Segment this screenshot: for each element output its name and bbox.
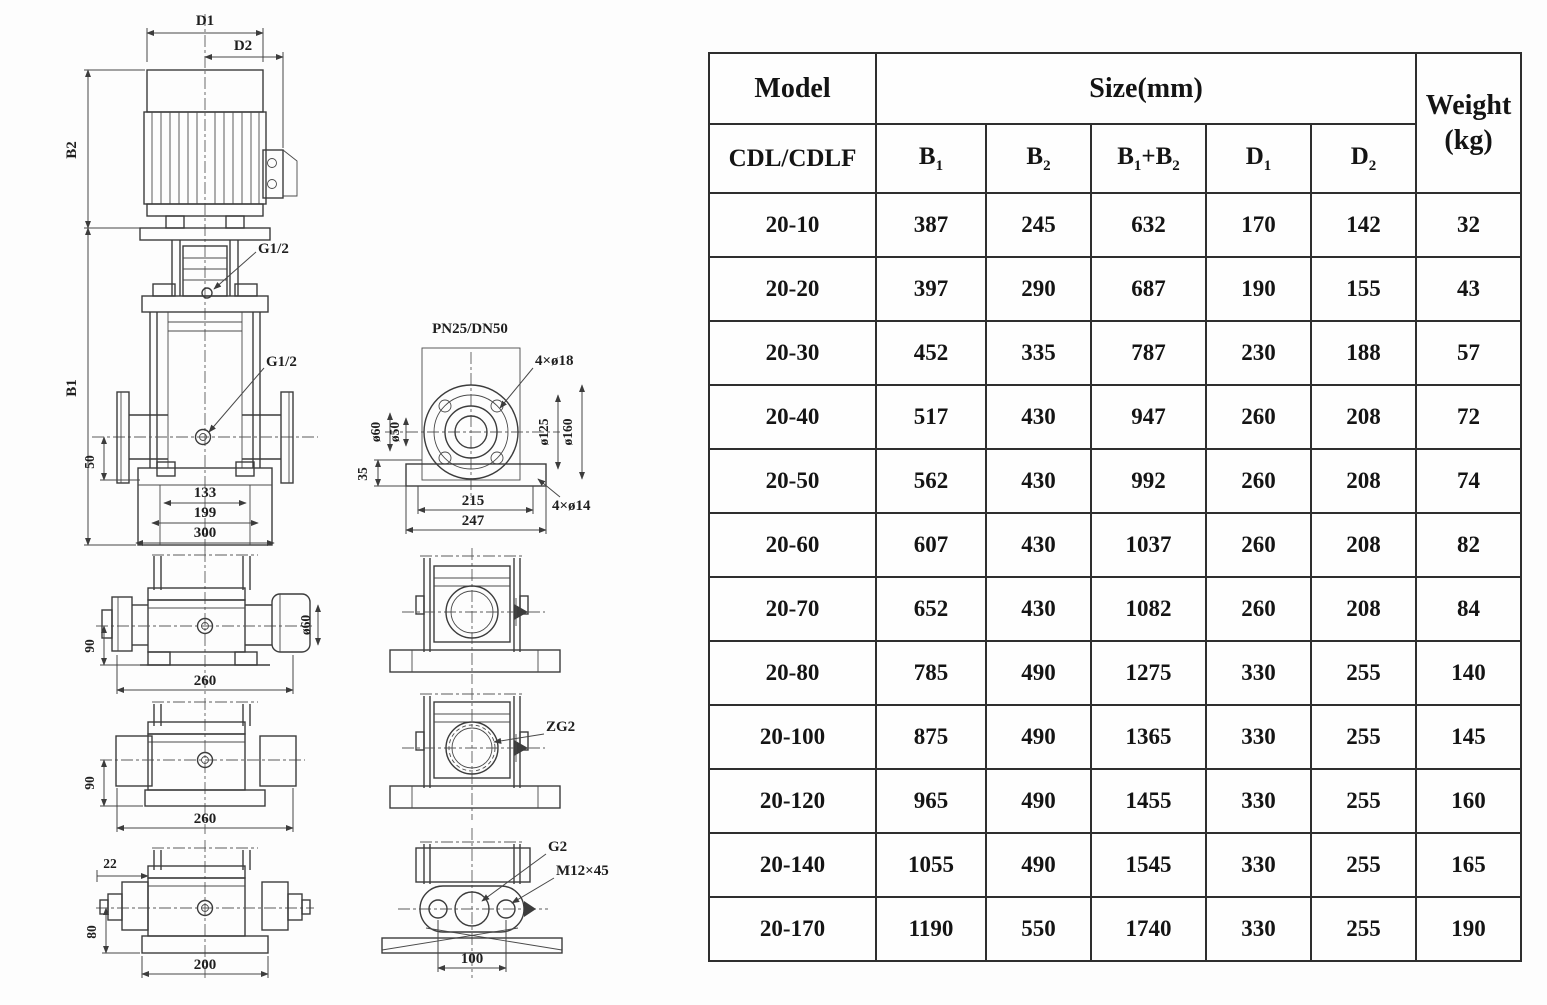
dim-dia60-port: ø60 bbox=[298, 614, 313, 636]
front-view bbox=[64, 13, 318, 560]
table-cell-b1: 387 bbox=[876, 193, 986, 257]
dim-90-a: 90 bbox=[82, 639, 97, 653]
table-cell-d2: 255 bbox=[1311, 641, 1416, 705]
size-col-row bbox=[709, 124, 1521, 193]
dim-133: 133 bbox=[193, 485, 217, 501]
table-cell-b1: 1055 bbox=[876, 833, 986, 897]
dim-215: 215 bbox=[461, 493, 485, 509]
table-cell-b1b2: 1365 bbox=[1091, 705, 1206, 769]
table-row bbox=[709, 193, 1521, 257]
header-weight-line2: (kg) bbox=[1444, 125, 1493, 156]
table-cell-weight: 190 bbox=[1416, 897, 1521, 961]
table-cell-model: 20-60 bbox=[709, 513, 876, 577]
dim-d2: D2 bbox=[233, 38, 253, 54]
table-cell-weight: 140 bbox=[1416, 641, 1521, 705]
table-cell-weight: 32 bbox=[1416, 193, 1521, 257]
header-series: CDL/CDLF bbox=[709, 124, 876, 193]
header-weight-line1: Weight bbox=[1425, 90, 1512, 121]
table-cell-d2: 208 bbox=[1311, 385, 1416, 449]
dim-200: 200 bbox=[193, 957, 217, 973]
table-cell-b1: 785 bbox=[876, 641, 986, 705]
table-cell-d1: 170 bbox=[1206, 193, 1311, 257]
g2-port-label: G2 bbox=[548, 839, 568, 855]
terminal-box bbox=[263, 150, 297, 198]
table-row bbox=[709, 257, 1521, 321]
table-cell-d1: 260 bbox=[1206, 449, 1311, 513]
dim-260-a: 260 bbox=[193, 673, 217, 689]
table-cell-model: 20-100 bbox=[709, 705, 876, 769]
table-cell-d2: 208 bbox=[1311, 577, 1416, 641]
table-cell-b1: 1190 bbox=[876, 897, 986, 961]
header-weight bbox=[1416, 53, 1521, 193]
table-cell-b2: 290 bbox=[986, 257, 1091, 321]
table-cell-d1: 330 bbox=[1206, 705, 1311, 769]
table-cell-b2: 430 bbox=[986, 513, 1091, 577]
table-cell-b1: 517 bbox=[876, 385, 986, 449]
spec-table-container bbox=[708, 52, 1520, 962]
table-cell-b1: 562 bbox=[876, 449, 986, 513]
table-cell-weight: 72 bbox=[1416, 385, 1521, 449]
table-cell-d2: 255 bbox=[1311, 833, 1416, 897]
table-row bbox=[709, 577, 1521, 641]
flange-top-view bbox=[355, 321, 591, 534]
flange-rating-label: PN25/DN50 bbox=[432, 321, 508, 337]
spec-table bbox=[708, 52, 1522, 962]
table-cell-weight: 84 bbox=[1416, 577, 1521, 641]
dim-dia125: ø125 bbox=[536, 418, 551, 446]
side-view-3 bbox=[84, 840, 314, 980]
table-row bbox=[709, 641, 1521, 705]
flange-bolt-holes-label: 4×ø18 bbox=[535, 353, 574, 369]
dim-dia60: ø60 bbox=[368, 421, 383, 443]
table-row bbox=[709, 897, 1521, 961]
table-cell-weight: 145 bbox=[1416, 705, 1521, 769]
dim-90-b: 90 bbox=[82, 776, 97, 790]
table-cell-b1b2: 1740 bbox=[1091, 897, 1206, 961]
table-cell-d1: 330 bbox=[1206, 897, 1311, 961]
table-cell-b1b2: 1037 bbox=[1091, 513, 1206, 577]
table-cell-b1: 652 bbox=[876, 577, 986, 641]
table-cell-model: 20-10 bbox=[709, 193, 876, 257]
header-col: $D_2$ bbox=[1311, 124, 1416, 193]
table-cell-model: 20-50 bbox=[709, 449, 876, 513]
table-cell-d2: 155 bbox=[1311, 257, 1416, 321]
table-cell-b2: 335 bbox=[986, 321, 1091, 385]
dim-22: 22 bbox=[103, 856, 117, 871]
dim-b1: B1 bbox=[64, 379, 80, 397]
dim-247: 247 bbox=[461, 513, 485, 529]
bolt-spec-label: M12×45 bbox=[556, 863, 609, 879]
dim-d1: D1 bbox=[195, 13, 215, 29]
table-cell-b1: 607 bbox=[876, 513, 986, 577]
drawing-svg bbox=[0, 0, 700, 1000]
table-cell-d1: 230 bbox=[1206, 321, 1311, 385]
table-cell-d1: 330 bbox=[1206, 769, 1311, 833]
table-row bbox=[709, 769, 1521, 833]
table-cell-d1: 330 bbox=[1206, 641, 1311, 705]
table-cell-b1b2: 1455 bbox=[1091, 769, 1206, 833]
side-view-1 bbox=[82, 550, 318, 694]
port-view-3 bbox=[382, 828, 609, 978]
table-cell-b2: 490 bbox=[986, 705, 1091, 769]
table-cell-b2: 490 bbox=[986, 833, 1091, 897]
table-cell-d2: 188 bbox=[1311, 321, 1416, 385]
table-cell-weight: 57 bbox=[1416, 321, 1521, 385]
table-cell-b1b2: 632 bbox=[1091, 193, 1206, 257]
table-cell-b1b2: 787 bbox=[1091, 321, 1206, 385]
table-cell-weight: 43 bbox=[1416, 257, 1521, 321]
table-cell-b2: 430 bbox=[986, 449, 1091, 513]
motor-fins bbox=[152, 112, 259, 204]
header-col: $B_2$ bbox=[986, 124, 1091, 193]
table-row bbox=[709, 705, 1521, 769]
header-col: $B_1+B_2$ bbox=[1091, 124, 1206, 193]
dim-dia50: ø50 bbox=[387, 421, 402, 443]
port-view-1 bbox=[390, 548, 560, 684]
table-cell-b1: 965 bbox=[876, 769, 986, 833]
header-col: $D_1$ bbox=[1206, 124, 1311, 193]
dim-35: 35 bbox=[355, 467, 370, 481]
table-cell-d2: 255 bbox=[1311, 769, 1416, 833]
table-cell-model: 20-170 bbox=[709, 897, 876, 961]
table-cell-model: 20-40 bbox=[709, 385, 876, 449]
dim-100: 100 bbox=[460, 951, 484, 967]
table-row bbox=[709, 449, 1521, 513]
table-cell-b2: 430 bbox=[986, 577, 1091, 641]
dim-260-b: 260 bbox=[193, 811, 217, 827]
table-cell-d2: 142 bbox=[1311, 193, 1416, 257]
table-cell-b1b2: 687 bbox=[1091, 257, 1206, 321]
table-cell-d1: 260 bbox=[1206, 385, 1311, 449]
table-cell-b2: 490 bbox=[986, 641, 1091, 705]
dim-300: 300 bbox=[193, 525, 217, 541]
table-cell-weight: 82 bbox=[1416, 513, 1521, 577]
table-cell-model: 20-20 bbox=[709, 257, 876, 321]
table-cell-b1: 452 bbox=[876, 321, 986, 385]
table-cell-b1: 875 bbox=[876, 705, 986, 769]
dim-199: 199 bbox=[193, 505, 217, 521]
table-row bbox=[709, 833, 1521, 897]
table-row bbox=[709, 513, 1521, 577]
table-cell-b1b2: 947 bbox=[1091, 385, 1206, 449]
table-cell-d2: 208 bbox=[1311, 513, 1416, 577]
dim-dia160: ø160 bbox=[560, 418, 575, 446]
table-cell-d2: 255 bbox=[1311, 897, 1416, 961]
table-row bbox=[709, 385, 1521, 449]
table-cell-model: 20-140 bbox=[709, 833, 876, 897]
table-cell-d2: 255 bbox=[1311, 705, 1416, 769]
vent-plug-label: G1/2 bbox=[258, 241, 289, 257]
size-table-body bbox=[709, 193, 1521, 961]
header-size: Size(mm) bbox=[876, 53, 1416, 124]
table-cell-d1: 260 bbox=[1206, 513, 1311, 577]
table-cell-b1: 397 bbox=[876, 257, 986, 321]
dim-50: 50 bbox=[82, 455, 97, 469]
table-cell-model: 20-70 bbox=[709, 577, 876, 641]
header-model: Model bbox=[709, 53, 876, 124]
port-view-2 bbox=[390, 688, 575, 820]
drain-plug-label: G1/2 bbox=[266, 354, 297, 370]
base-bolt-holes-label: 4×ø14 bbox=[552, 498, 591, 514]
table-cell-d1: 260 bbox=[1206, 577, 1311, 641]
table-cell-weight: 74 bbox=[1416, 449, 1521, 513]
side-view-2 bbox=[82, 698, 305, 834]
table-cell-b1b2: 1275 bbox=[1091, 641, 1206, 705]
table-cell-weight: 160 bbox=[1416, 769, 1521, 833]
table-cell-b1b2: 1082 bbox=[1091, 577, 1206, 641]
table-cell-weight: 165 bbox=[1416, 833, 1521, 897]
table-cell-d1: 330 bbox=[1206, 833, 1311, 897]
table-cell-model: 20-80 bbox=[709, 641, 876, 705]
table-cell-model: 20-120 bbox=[709, 769, 876, 833]
table-cell-b2: 550 bbox=[986, 897, 1091, 961]
table-cell-d2: 208 bbox=[1311, 449, 1416, 513]
table-cell-d1: 190 bbox=[1206, 257, 1311, 321]
thread-port-label: ZG2 bbox=[546, 719, 576, 735]
header-col: $B_1$ bbox=[876, 124, 986, 193]
table-cell-model: 20-30 bbox=[709, 321, 876, 385]
table-cell-b1b2: 992 bbox=[1091, 449, 1206, 513]
table-cell-b2: 430 bbox=[986, 385, 1091, 449]
pump-dimension-drawing bbox=[0, 0, 700, 1000]
dim-80: 80 bbox=[84, 925, 99, 939]
table-cell-b2: 490 bbox=[986, 769, 1091, 833]
table-row bbox=[709, 321, 1521, 385]
table-cell-b1b2: 1545 bbox=[1091, 833, 1206, 897]
dim-b2: B2 bbox=[64, 141, 80, 159]
table-cell-b2: 245 bbox=[986, 193, 1091, 257]
